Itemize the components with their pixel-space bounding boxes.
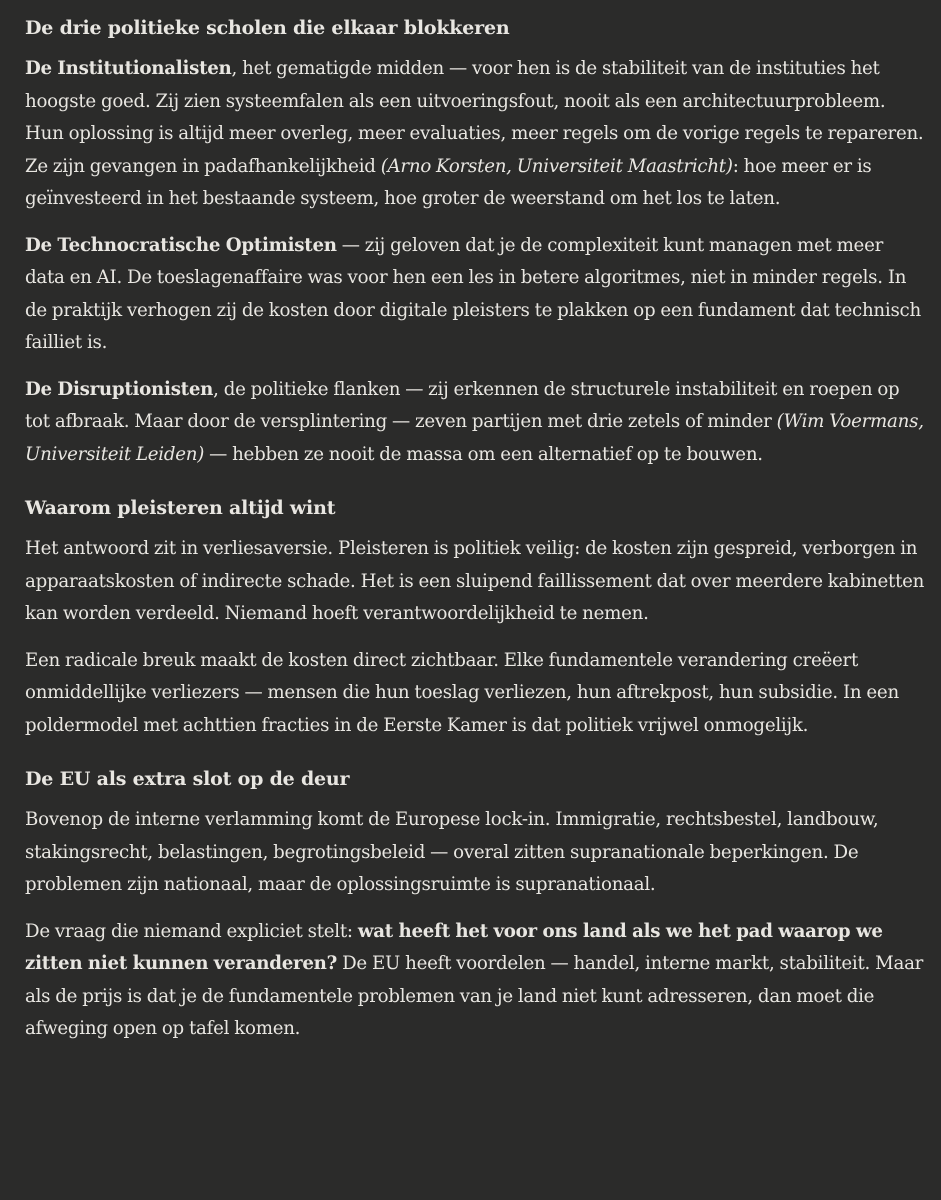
paragraph-text: — zij geloven dat je de complexiteit kunt managen met meer data en AI. De toeslagenaffaire was voor hen een les in betere algoritmes, niet in minder regels. In de praktijk verhogen zij de kosten door digitale pleisters te plakken op een fundament dat technisch failliet is. [25,234,921,353]
term-technocratische-optimisten: De Technocratische Optimisten [25,234,337,256]
section-heading-eu: De EU als extra slot op de deur [25,768,350,790]
term-disruptionisten: De Disruptionisten [25,378,214,400]
paragraph-text: — hebben ze nooit de massa om een alternatief op te bouwen. [204,443,763,465]
paragraph-radicale-breuk: Een radicale breuk maakt de kosten direct zichtbaar. Elke fundamentele verandering creëert onmiddellijke verliezers — mensen die hun toeslag verliezen, hun aftrekpost, hun subsidie. In een poldermodel met achttien fracties in de Eerste Kamer is dat politiek vrijwel onmogelijk. [25,649,899,736]
paragraph-verliesaversie: Het antwoord zit in verliesaversie. Pleisteren is politiek veilig: de kosten zijn gespreid, verborgen in apparaatskosten of indirecte schade. Het is een sluipend faillissement dat over meerdere kabinetten kan worden verdeeld. Niemand hoeft verantwoordelijkheid te nemen. [25,538,925,624]
paragraph-text: : hoe meer er is geïnvesteerd in het bestaande systeem, hoe groter de weerstand om het los te laten. [25,155,872,209]
paragraph-institutionalisten [25,53,927,216]
citation-korsten: (Arno Korsten, Universiteit Maastricht) [380,155,733,177]
paragraph-text: , de politieke flanken — zij erkennen de structurele instabiliteit en roepen op tot afbraak. Maar door de versplintering — zeven partijen met drie zetels of minder [25,378,900,432]
paragraph-text: , het gematigde midden — voor hen is de stabiliteit van de instituties het hoogste goed. Zij zien systeemfalen als een uitvoeringsfout, nooit als een architectuurprobleem. Hun oplossing is altijd meer overleg, meer evaluaties, meer regels om de vorige regels te repareren. Ze zijn gevangen in padafhankelijkheid [25,58,924,177]
paragraph-text: De EU heeft voordelen — handel, interne markt, stabiliteit. Maar als de prijs is dat je de fundamentele problemen van je land niet kunt adresseren, dan moet die afweging open op tafel komen. [25,953,924,1039]
paragraph-lock-in: Bovenop de interne verlamming komt de Europese lock-in. Immigratie, rechtsbestel, landbouw, stakingsrecht, belastingen, begrotingsbeleid — overal zitten supranationale beperkingen. De problemen zijn nationaal, maar de oplossingsruimte is supranationaal. [25,809,879,895]
section-heading-schools: De drie politieke scholen die elkaar blokkeren [25,17,510,39]
citation-voermans: (Wim Voermans, Universiteit Leiden) [25,411,924,465]
key-question: wat heeft het voor ons land als we het pad waarop we zitten niet kunnen veranderen? [25,920,883,974]
paragraph-text: De vraag die niemand expliciet stelt: [25,920,358,942]
term-institutionalisten: De Institutionalisten [25,58,232,79]
paragraph-vraag [25,916,927,1046]
paragraph-technocraten [25,230,927,360]
section-heading-pleisteren: Waarom pleisteren altijd wint [25,497,336,519]
paragraph-disruptionisten [25,374,927,472]
